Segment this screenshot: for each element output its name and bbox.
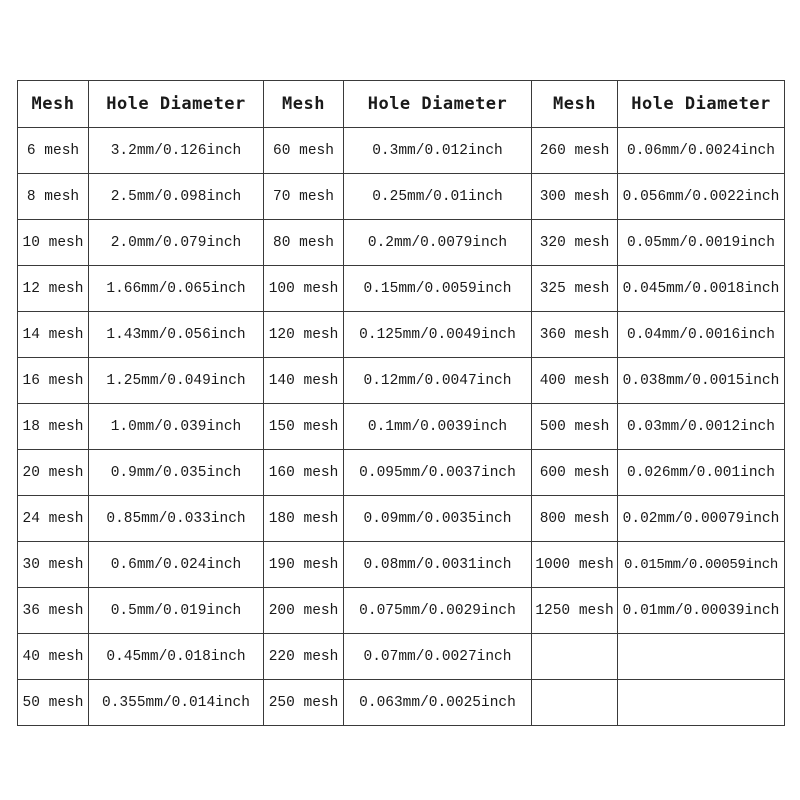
hole-diameter-cell: 0.9mm/0.035inch [89, 450, 264, 496]
hole-diameter-cell: 1.43mm/0.056inch [89, 312, 264, 358]
hole-diameter-cell: 0.063mm/0.0025inch [344, 680, 532, 726]
hole-diameter-cell: 0.355mm/0.014inch [89, 680, 264, 726]
mesh-cell: 260 mesh [532, 128, 618, 174]
hole-diameter-cell: 0.15mm/0.0059inch [344, 266, 532, 312]
mesh-hole-diameter-table [17, 80, 785, 726]
table-row [18, 496, 785, 542]
mesh-cell: 18 mesh [18, 404, 89, 450]
mesh-cell: 160 mesh [264, 450, 344, 496]
hole-diameter-cell: 0.095mm/0.0037inch [344, 450, 532, 496]
mesh-cell: 300 mesh [532, 174, 618, 220]
mesh-cell: 30 mesh [18, 542, 89, 588]
hole-diameter-cell: 0.07mm/0.0027inch [344, 634, 532, 680]
mesh-cell: 40 mesh [18, 634, 89, 680]
mesh-cell: 36 mesh [18, 588, 89, 634]
hole-diameter-cell: 0.03mm/0.0012inch [618, 404, 785, 450]
hole-diameter-cell: 0.45mm/0.018inch [89, 634, 264, 680]
hole-diameter-cell: 2.5mm/0.098inch [89, 174, 264, 220]
hole-diameter-cell: 0.5mm/0.019inch [89, 588, 264, 634]
mesh-cell: 16 mesh [18, 358, 89, 404]
hole-diameter-cell: 0.12mm/0.0047inch [344, 358, 532, 404]
mesh-cell: 600 mesh [532, 450, 618, 496]
mesh-cell: 500 mesh [532, 404, 618, 450]
hole-diameter-cell: 0.045mm/0.0018inch [618, 266, 785, 312]
table-body [18, 128, 785, 726]
hole-diameter-cell: 3.2mm/0.126inch [89, 128, 264, 174]
mesh-cell: 60 mesh [264, 128, 344, 174]
mesh-cell: 20 mesh [18, 450, 89, 496]
mesh-cell: 50 mesh [18, 680, 89, 726]
hole-diameter-cell: 2.0mm/0.079inch [89, 220, 264, 266]
mesh-cell: 70 mesh [264, 174, 344, 220]
table-row [18, 128, 785, 174]
hole-diameter-cell: 1.66mm/0.065inch [89, 266, 264, 312]
mesh-cell: 12 mesh [18, 266, 89, 312]
mesh-cell [532, 680, 618, 726]
header-hole-diameter-col-1: Hole Diameter [89, 81, 264, 128]
table-row [18, 450, 785, 496]
table-row [18, 542, 785, 588]
hole-diameter-cell: 0.08mm/0.0031inch [344, 542, 532, 588]
mesh-cell: 24 mesh [18, 496, 89, 542]
hole-diameter-cell: 0.056mm/0.0022inch [618, 174, 785, 220]
mesh-cell: 14 mesh [18, 312, 89, 358]
mesh-cell: 200 mesh [264, 588, 344, 634]
mesh-cell: 360 mesh [532, 312, 618, 358]
mesh-cell: 6 mesh [18, 128, 89, 174]
hole-diameter-cell: 0.038mm/0.0015inch [618, 358, 785, 404]
hole-diameter-cell: 0.02mm/0.00079inch [618, 496, 785, 542]
mesh-cell: 250 mesh [264, 680, 344, 726]
hole-diameter-cell [618, 680, 785, 726]
hole-diameter-cell [618, 634, 785, 680]
hole-diameter-cell: 1.0mm/0.039inch [89, 404, 264, 450]
hole-diameter-cell: 0.09mm/0.0035inch [344, 496, 532, 542]
table-header [18, 81, 785, 128]
hole-diameter-cell: 0.05mm/0.0019inch [618, 220, 785, 266]
hole-diameter-cell: 0.01mm/0.00039inch [618, 588, 785, 634]
hole-diameter-cell: 0.6mm/0.024inch [89, 542, 264, 588]
header-hole-diameter-col-3: Hole Diameter [618, 81, 785, 128]
hole-diameter-cell: 0.3mm/0.012inch [344, 128, 532, 174]
table-row [18, 588, 785, 634]
table-row [18, 680, 785, 726]
hole-diameter-cell: 0.85mm/0.033inch [89, 496, 264, 542]
hole-diameter-cell: 0.125mm/0.0049inch [344, 312, 532, 358]
header-hole-diameter-col-2: Hole Diameter [344, 81, 532, 128]
mesh-cell [532, 634, 618, 680]
table-row [18, 220, 785, 266]
header-row [18, 81, 785, 128]
table-row [18, 634, 785, 680]
table-row [18, 266, 785, 312]
mesh-cell: 100 mesh [264, 266, 344, 312]
hole-diameter-cell: 1.25mm/0.049inch [89, 358, 264, 404]
mesh-cell: 800 mesh [532, 496, 618, 542]
mesh-table-container [17, 80, 784, 726]
table-row [18, 312, 785, 358]
table-row [18, 358, 785, 404]
hole-diameter-cell: 0.06mm/0.0024inch [618, 128, 785, 174]
mesh-cell: 180 mesh [264, 496, 344, 542]
mesh-cell: 120 mesh [264, 312, 344, 358]
mesh-cell: 10 mesh [18, 220, 89, 266]
hole-diameter-cell: 0.2mm/0.0079inch [344, 220, 532, 266]
hole-diameter-cell: 0.1mm/0.0039inch [344, 404, 532, 450]
mesh-cell: 150 mesh [264, 404, 344, 450]
mesh-cell: 190 mesh [264, 542, 344, 588]
mesh-cell: 1250 mesh [532, 588, 618, 634]
mesh-cell: 220 mesh [264, 634, 344, 680]
mesh-cell: 140 mesh [264, 358, 344, 404]
table-row [18, 404, 785, 450]
hole-diameter-cell: 0.075mm/0.0029inch [344, 588, 532, 634]
mesh-cell: 80 mesh [264, 220, 344, 266]
mesh-cell: 320 mesh [532, 220, 618, 266]
mesh-cell: 325 mesh [532, 266, 618, 312]
header-mesh-col-2: Mesh [264, 81, 344, 128]
header-mesh-col-1: Mesh [18, 81, 89, 128]
hole-diameter-cell: 0.015mm/0.00059inch [618, 542, 785, 588]
mesh-cell: 1000 mesh [532, 542, 618, 588]
hole-diameter-cell: 0.04mm/0.0016inch [618, 312, 785, 358]
header-mesh-col-3: Mesh [532, 81, 618, 128]
table-row [18, 174, 785, 220]
hole-diameter-cell: 0.25mm/0.01inch [344, 174, 532, 220]
hole-diameter-cell: 0.026mm/0.001inch [618, 450, 785, 496]
mesh-cell: 8 mesh [18, 174, 89, 220]
mesh-cell: 400 mesh [532, 358, 618, 404]
